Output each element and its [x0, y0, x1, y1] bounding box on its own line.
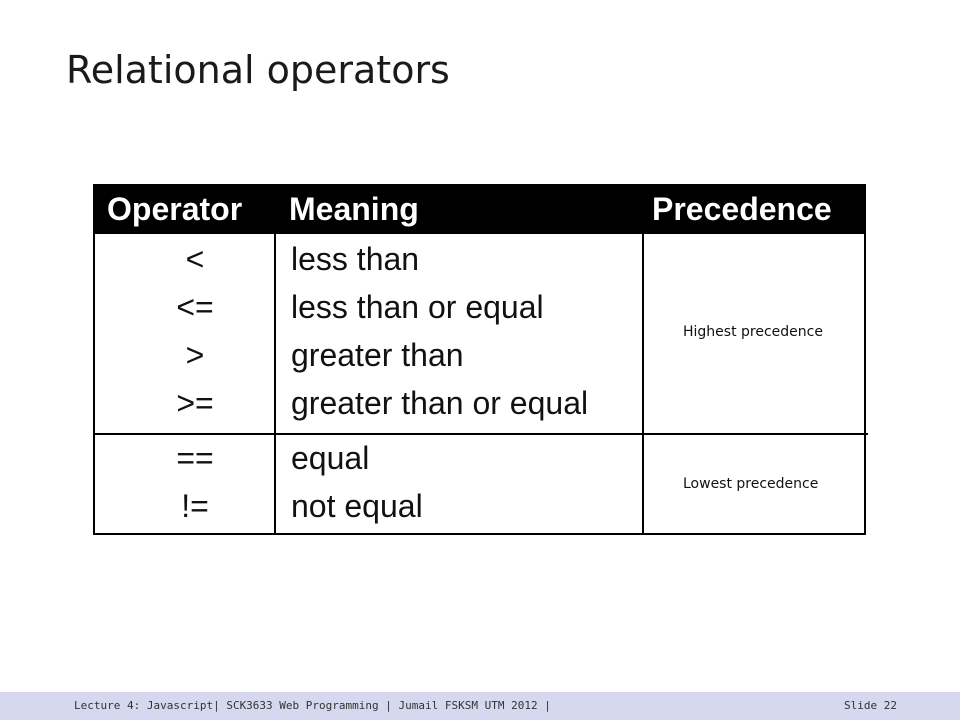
meaning-cell: less than — [291, 241, 420, 277]
slide-number: Slide 22 — [844, 699, 897, 712]
meaning-cell: less than or equal — [291, 289, 544, 325]
precedence-label-highest: Highest precedence — [683, 324, 823, 340]
header-precedence: Precedence — [652, 191, 832, 227]
operator-cell: != — [181, 488, 209, 524]
operator-cell: < — [185, 241, 205, 277]
header-meaning: Meaning — [289, 191, 419, 227]
operator-cell: == — [176, 440, 214, 476]
precedence-label-lowest: Lowest precedence — [683, 476, 819, 492]
slide-footer — [0, 692, 960, 720]
meaning-cell: equal — [291, 440, 370, 476]
operator-cell: <= — [176, 289, 214, 325]
operator-cell: >= — [176, 385, 214, 421]
meaning-cell: not equal — [291, 488, 423, 524]
footer-text: Lecture 4: Javascript| SCK3633 Web Programming | Jumail FSKSM UTM 2012 | — [74, 699, 551, 712]
operator-cell: > — [185, 337, 205, 373]
meaning-cell: greater than — [291, 337, 464, 373]
slide-title: Relational operators — [66, 48, 450, 92]
meaning-cell: greater than or equal — [291, 385, 589, 421]
operators-table — [93, 184, 866, 535]
table-header — [93, 184, 866, 234]
header-operator: Operator — [107, 191, 243, 227]
table-body — [93, 234, 866, 535]
column-divider — [642, 234, 644, 535]
